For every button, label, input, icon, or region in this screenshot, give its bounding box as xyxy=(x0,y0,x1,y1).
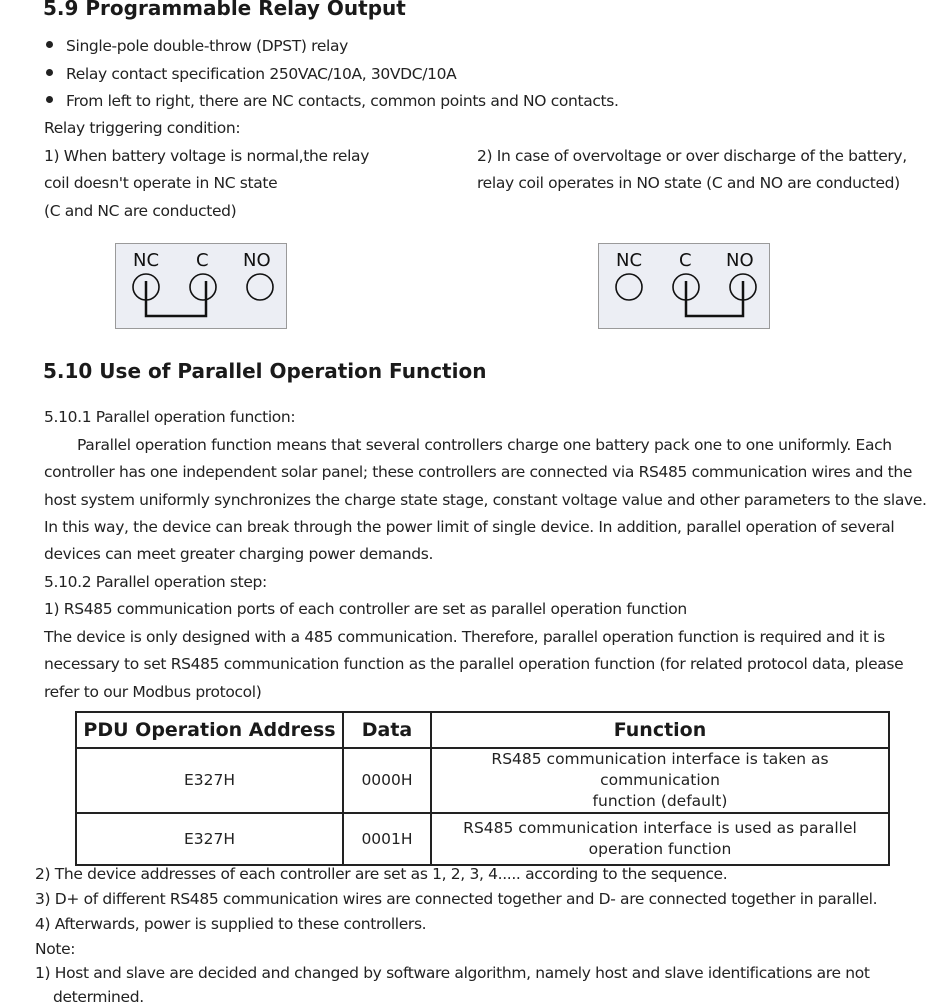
condition-2-line: 2) In case of overvoltage or over discharge of the battery, xyxy=(477,147,907,165)
paragraph-line: The device is only designed with a 485 communication. Therefore, parallel operation function is required and it is xyxy=(44,628,885,646)
header-data: Data xyxy=(343,712,431,748)
paragraph-line: refer to our Modbus protocol) xyxy=(44,683,262,701)
paragraph-line: devices can meet greater charging power demands. xyxy=(44,545,434,563)
paragraph-line: In this way, the device can break through the power limit of single device. In addition, parallel operation of several xyxy=(44,518,895,536)
cell-data: 0001H xyxy=(343,813,431,865)
paragraph-line: controller has one independent solar panel; these controllers are connected via RS485 communication wires and the xyxy=(44,463,913,481)
label-nc: NC xyxy=(616,250,643,271)
step-1: 1) RS485 communication ports of each controller are set as parallel operation function xyxy=(44,600,687,618)
paragraph-line: Parallel operation function means that several controllers charge one battery pack one to one uniformly. Each xyxy=(77,436,892,454)
relay-diagram-no-state xyxy=(598,243,770,329)
step-4: 4) Afterwards, power is supplied to these controllers. xyxy=(35,915,427,933)
step-3: 3) D+ of different RS485 communication wires are connected together and D- are connected together in parallel. xyxy=(35,890,878,908)
label-c: C xyxy=(679,250,692,271)
label-no: NO xyxy=(726,250,754,271)
pdu-table xyxy=(75,711,890,866)
condition-1-line: coil doesn't operate in NC state xyxy=(44,174,278,192)
header-address: PDU Operation Address xyxy=(76,712,343,748)
label-nc: NC xyxy=(133,250,160,271)
label-c: C xyxy=(196,250,209,271)
cell-function: RS485 communication interface is taken as communication function (default) xyxy=(431,748,889,813)
subsection-heading: 5.10.2 Parallel operation step: xyxy=(44,573,267,591)
trigger-heading: Relay triggering condition: xyxy=(44,119,241,137)
cell-address: E327H xyxy=(76,813,343,865)
table-row xyxy=(76,813,889,865)
bullet-item: Single-pole double-throw (DPST) relay xyxy=(46,37,348,55)
label-no: NO xyxy=(243,250,271,271)
section-title-5-10: 5.10 Use of Parallel Operation Function xyxy=(43,359,487,383)
note-1-continued: determined. xyxy=(53,988,144,1006)
bullet-icon xyxy=(46,96,53,103)
relay-diagram-nc-state xyxy=(115,243,287,329)
table-header-row xyxy=(76,712,889,748)
note-heading: Note: xyxy=(35,940,76,958)
step-2: 2) The device addresses of each controller are set as 1, 2, 3, 4..... according to the sequence. xyxy=(35,865,728,883)
note-1: 1) Host and slave are decided and changed by software algorithm, namely host and slave identifications are not xyxy=(35,964,870,982)
paragraph-line: necessary to set RS485 communication function as the parallel operation function (for related protocol data, please xyxy=(44,655,904,673)
condition-2-line: relay coil operates in NO state (C and NO are conducted) xyxy=(477,174,900,192)
table-row xyxy=(76,748,889,813)
condition-1-line: 1) When battery voltage is normal,the relay xyxy=(44,147,370,165)
paragraph-line: host system uniformly synchronizes the charge state stage, constant voltage value and other parameters to the slave. xyxy=(44,491,927,509)
cell-function: RS485 communication interface is used as parallel operation function xyxy=(431,813,889,865)
relay-contacts-icon xyxy=(599,244,771,330)
bullet-item: Relay contact specification 250VAC/10A, 30VDC/10A xyxy=(46,65,456,83)
bullet-icon xyxy=(46,69,53,76)
subsection-heading: 5.10.1 Parallel operation function: xyxy=(44,408,296,426)
cell-address: E327H xyxy=(76,748,343,813)
relay-contacts-icon xyxy=(116,244,288,330)
bullet-icon xyxy=(46,41,53,48)
header-function: Function xyxy=(431,712,889,748)
cell-data: 0000H xyxy=(343,748,431,813)
condition-1-line: (C and NC are conducted) xyxy=(44,202,237,220)
bullet-item: From left to right, there are NC contacts, common points and NO contacts. xyxy=(46,92,619,110)
section-title-5-9: 5.9 Programmable Relay Output xyxy=(43,0,406,20)
